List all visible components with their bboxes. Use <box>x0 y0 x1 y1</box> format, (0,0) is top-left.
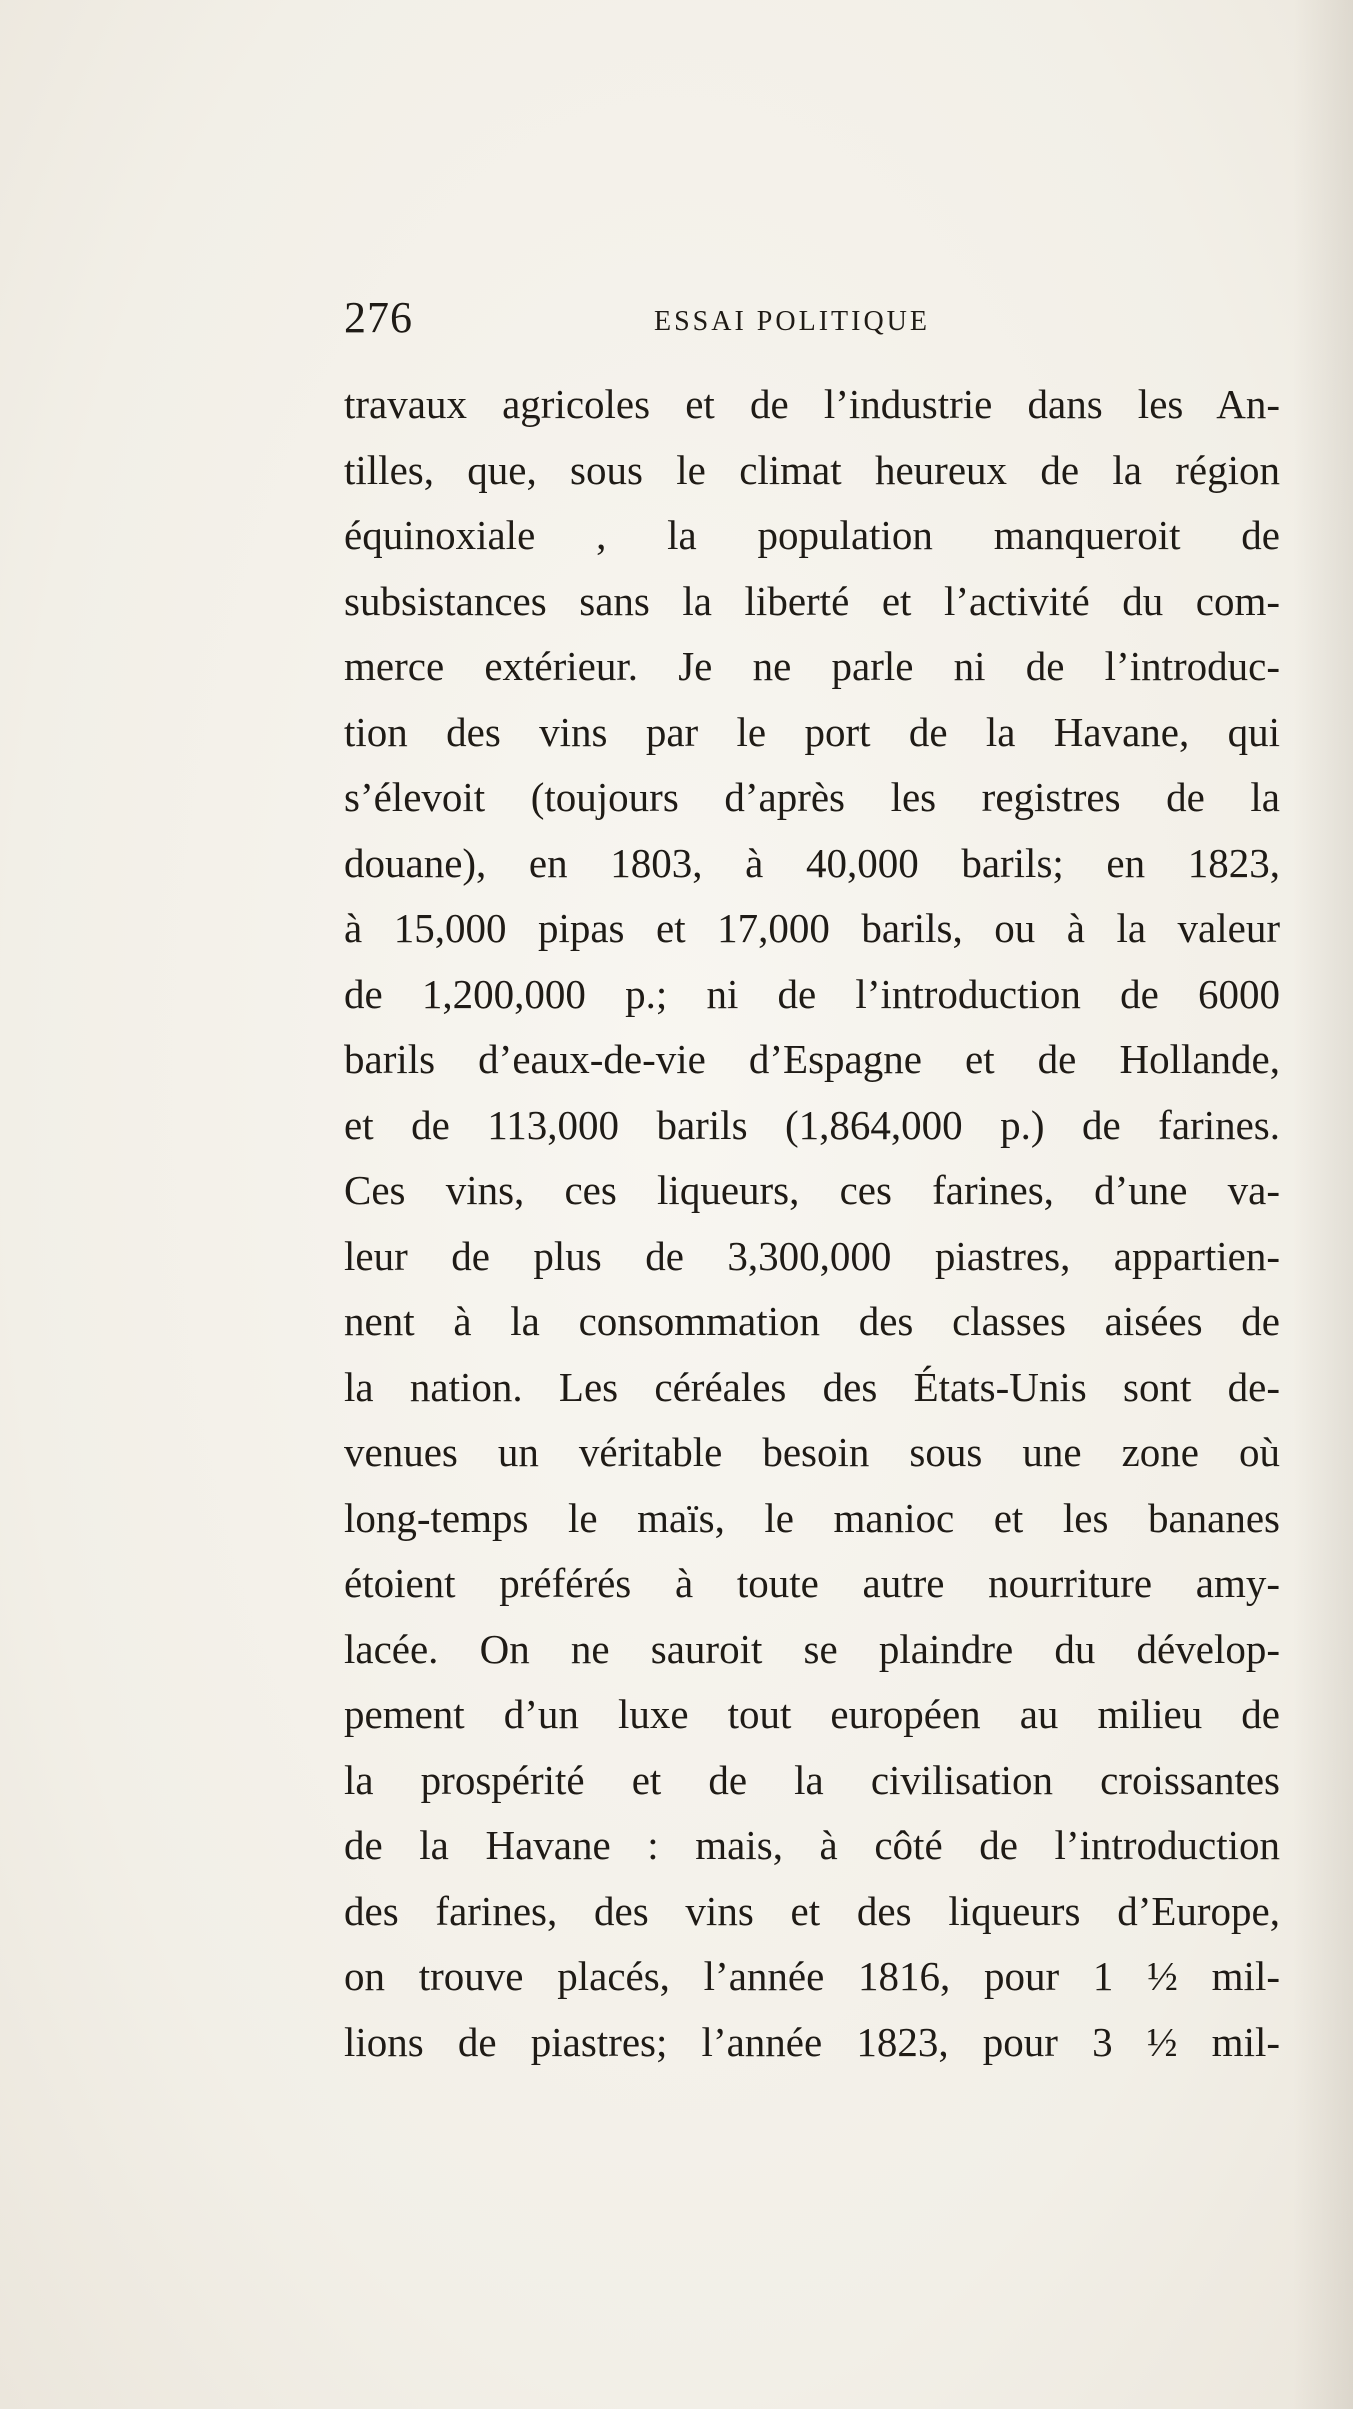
text-line: subsistances sans la liberté et l’activité du com- <box>344 577 1280 624</box>
text-line: tion des vins par le port de la Havane, qui <box>344 708 1280 755</box>
text-line: nent à la consommation des classes aisées de <box>344 1298 1280 1344</box>
text-line: long-temps le maïs, le manioc et les bananes <box>344 1494 1280 1541</box>
text-line: pement d’un luxe tout européen au milieu de <box>344 1691 1280 1737</box>
body-text <box>344 372 1280 2075</box>
page-edge-shadow <box>1293 0 1353 2409</box>
page-number: 276 <box>344 293 413 342</box>
text-line: la nation. Les céréales des États-Unis sont de- <box>344 1363 1280 1410</box>
text-line: équinoxiale , la population manqueroit de <box>344 512 1280 558</box>
text-line: Ces vins, ces liqueurs, ces farines, d’une va- <box>344 1167 1280 1213</box>
text-line: la prospérité et de la civilisation croissantes <box>344 1756 1280 1803</box>
text-line: s’élevoit (toujours d’après les registres de la <box>344 774 1280 820</box>
text-line: barils d’eaux-de-vie d’Espagne et de Hollande, <box>344 1036 1280 1082</box>
text-line: travaux agricoles et de l’industrie dans les An- <box>344 381 1280 427</box>
text-line: on trouve placés, l’année 1816, pour 1 ½ mil- <box>344 1953 1280 1999</box>
text-line: à 15,000 pipas et 17,000 barils, ou à la valeur <box>344 905 1280 951</box>
text-line: lions de piastres; l’année 1823, pour 3 ½ mil- <box>344 2018 1280 2065</box>
text-line: et de 113,000 barils (1,864,000 p.) de farines. <box>344 1101 1280 1148</box>
running-head <box>344 292 1274 352</box>
text-line: merce extérieur. Je ne parle ni de l’introduc- <box>344 643 1280 689</box>
text-line: tilles, que, sous le climat heureux de la région <box>344 446 1280 493</box>
text-line: de la Havane : mais, à côté de l’introduction <box>344 1822 1280 1868</box>
text-line: leur de plus de 3,300,000 piastres, appartien- <box>344 1232 1280 1279</box>
text-line: venues un véritable besoin sous une zone où <box>344 1429 1280 1475</box>
text-line: de 1,200,000 p.; ni de l’introduction de 6000 <box>344 970 1280 1017</box>
text-line: étoient préférés à toute autre nourriture amy- <box>344 1560 1280 1606</box>
text-line: des farines, des vins et des liqueurs d’Europe, <box>344 1887 1280 1934</box>
text-line: douane), en 1803, à 40,000 barils; en 1823, <box>344 839 1280 886</box>
running-title: ESSAI POLITIQUE <box>654 306 930 337</box>
text-line: lacée. On ne sauroit se plaindre du dévelop- <box>344 1625 1280 1672</box>
